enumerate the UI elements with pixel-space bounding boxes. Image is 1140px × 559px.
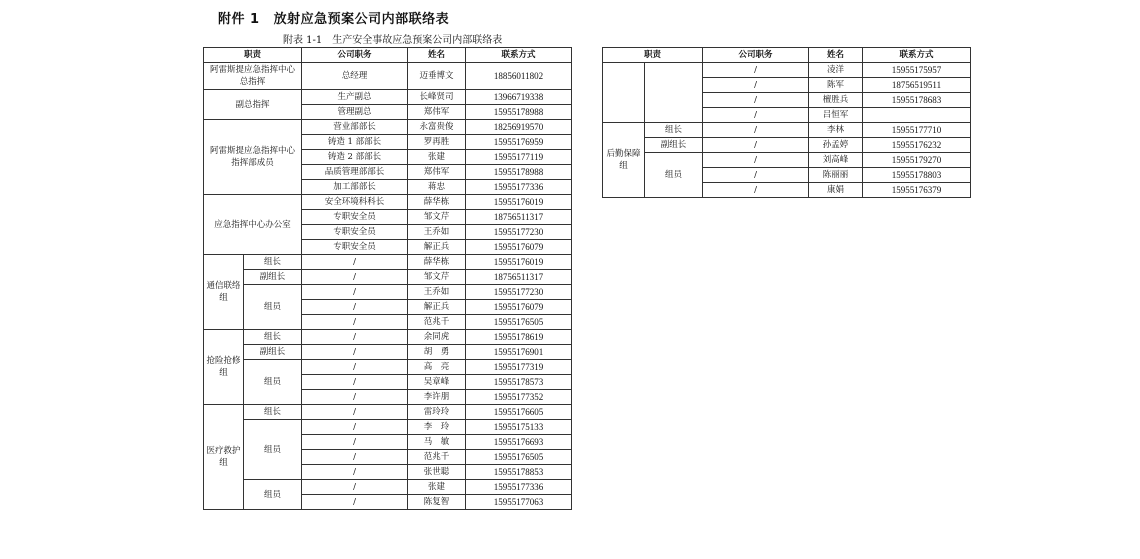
position-cell: / bbox=[302, 390, 408, 405]
position-cell: 铸造 1 部部长 bbox=[302, 135, 408, 150]
phone-cell: 15955178573 bbox=[466, 375, 572, 390]
table-row bbox=[204, 405, 572, 420]
name-cell: 陈丽丽 bbox=[809, 168, 863, 183]
name-cell: 檀胜兵 bbox=[809, 93, 863, 108]
name-cell: 张建 bbox=[408, 480, 466, 495]
table-row bbox=[603, 63, 971, 78]
phone-cell: 15955176019 bbox=[466, 255, 572, 270]
sub-role-cell: 组员 bbox=[244, 285, 302, 330]
sub-role-cell: 组长 bbox=[244, 405, 302, 420]
name-cell: 吕恒军 bbox=[809, 108, 863, 123]
phone-cell: 15955177230 bbox=[466, 285, 572, 300]
position-cell: / bbox=[703, 108, 809, 123]
contact-table-left bbox=[203, 47, 572, 510]
name-cell: 郑伟军 bbox=[408, 165, 466, 180]
name-cell: 高 亮 bbox=[408, 360, 466, 375]
header-name: 姓名 bbox=[809, 48, 863, 63]
document-title bbox=[218, 8, 449, 27]
header-phone: 联系方式 bbox=[863, 48, 971, 63]
position-cell: 总经理 bbox=[302, 63, 408, 90]
position-cell: / bbox=[703, 93, 809, 108]
role-cell: 副总指挥 bbox=[204, 90, 302, 120]
phone-cell: 15955179270 bbox=[863, 153, 971, 168]
sub-role-cell: 组员 bbox=[645, 153, 703, 198]
name-cell: 张建 bbox=[408, 150, 466, 165]
table-row bbox=[603, 138, 971, 153]
phone-cell: 13966719338 bbox=[466, 90, 572, 105]
position-cell: 加工部部长 bbox=[302, 180, 408, 195]
phone-cell: 15955177119 bbox=[466, 150, 572, 165]
phone-cell: 15955178853 bbox=[466, 465, 572, 480]
annex-title: 放射应急预案公司内部联络表 bbox=[273, 12, 450, 27]
name-cell: 余同虎 bbox=[408, 330, 466, 345]
phone-cell: 15955176505 bbox=[466, 315, 572, 330]
group-cell: 后勤保障组 bbox=[603, 123, 645, 198]
header-role: 职责 bbox=[204, 48, 302, 63]
header-position: 公司职务 bbox=[703, 48, 809, 63]
name-cell: 雷玲玲 bbox=[408, 405, 466, 420]
table-row bbox=[204, 420, 572, 435]
sub-role-cell: 组长 bbox=[244, 330, 302, 345]
sub-role-cell: 副组长 bbox=[244, 345, 302, 360]
phone-cell: 15955177319 bbox=[466, 360, 572, 375]
name-cell: 邹文芹 bbox=[408, 210, 466, 225]
position-cell: / bbox=[302, 420, 408, 435]
name-cell: 王乔如 bbox=[408, 285, 466, 300]
position-cell: / bbox=[302, 315, 408, 330]
phone-cell: 15955176901 bbox=[466, 345, 572, 360]
position-cell: 生产副总 bbox=[302, 90, 408, 105]
phone-cell: 15955178683 bbox=[863, 93, 971, 108]
phone-cell: 18756511317 bbox=[466, 210, 572, 225]
name-cell: 孙孟婷 bbox=[809, 138, 863, 153]
table-row bbox=[204, 270, 572, 285]
phone-cell: 15955177710 bbox=[863, 123, 971, 138]
position-cell: / bbox=[703, 183, 809, 198]
phone-cell: 18256919570 bbox=[466, 120, 572, 135]
name-cell: 邹文芹 bbox=[408, 270, 466, 285]
name-cell: 刘高峰 bbox=[809, 153, 863, 168]
table-row bbox=[204, 120, 572, 135]
contact-table-right bbox=[602, 47, 971, 198]
phone-cell: 15955177063 bbox=[466, 495, 572, 510]
position-cell: / bbox=[302, 495, 408, 510]
sub-role-cell: 副组长 bbox=[244, 270, 302, 285]
position-cell: / bbox=[703, 168, 809, 183]
phone-cell: 15955177336 bbox=[466, 480, 572, 495]
table-row bbox=[204, 90, 572, 105]
sub-role-cell: 组员 bbox=[244, 420, 302, 480]
phone-cell: 15955176605 bbox=[466, 405, 572, 420]
role-cell: 应急指挥中心办公室 bbox=[204, 195, 302, 255]
phone-cell: 15955176079 bbox=[466, 300, 572, 315]
position-cell: / bbox=[302, 465, 408, 480]
name-cell: 马 敏 bbox=[408, 435, 466, 450]
table-row bbox=[204, 360, 572, 375]
group-cell: 抢险抢修组 bbox=[204, 330, 244, 405]
position-cell: / bbox=[703, 123, 809, 138]
phone-cell: 15955177336 bbox=[466, 180, 572, 195]
header-row bbox=[603, 48, 971, 63]
group-cell: 通信联络组 bbox=[204, 255, 244, 330]
name-cell: 王乔如 bbox=[408, 225, 466, 240]
position-cell: / bbox=[302, 405, 408, 420]
position-cell: 营业部部长 bbox=[302, 120, 408, 135]
position-cell: 管理副总 bbox=[302, 105, 408, 120]
position-cell: / bbox=[302, 285, 408, 300]
table-row bbox=[204, 480, 572, 495]
position-cell: 品质管理部部长 bbox=[302, 165, 408, 180]
table-row bbox=[204, 63, 572, 90]
position-cell: 铸造 2 部部长 bbox=[302, 150, 408, 165]
name-cell: 郑伟军 bbox=[408, 105, 466, 120]
table-row bbox=[204, 330, 572, 345]
group-cell: 医疗救护组 bbox=[204, 405, 244, 510]
name-cell: 长峰贤司 bbox=[408, 90, 466, 105]
phone-cell: 15955176959 bbox=[466, 135, 572, 150]
position-cell: 专职安全员 bbox=[302, 210, 408, 225]
phone-cell bbox=[863, 108, 971, 123]
header-role: 职责 bbox=[603, 48, 703, 63]
position-cell: / bbox=[703, 138, 809, 153]
position-cell: / bbox=[302, 450, 408, 465]
phone-cell: 15955178803 bbox=[863, 168, 971, 183]
sub-role-cell: 组员 bbox=[244, 360, 302, 405]
sub-role-cell: 组长 bbox=[244, 255, 302, 270]
table-row bbox=[204, 195, 572, 210]
phone-cell: 15955178988 bbox=[466, 105, 572, 120]
name-cell: 李 玲 bbox=[408, 420, 466, 435]
header-position: 公司职务 bbox=[302, 48, 408, 63]
table-caption: 附表 1-1 生产安全事故应急预案公司内部联络表 bbox=[283, 35, 503, 46]
name-cell: 迈垂博文 bbox=[408, 63, 466, 90]
table-row bbox=[603, 123, 971, 138]
header-phone: 联系方式 bbox=[466, 48, 572, 63]
header-name: 姓名 bbox=[408, 48, 466, 63]
name-cell: 吴章峰 bbox=[408, 375, 466, 390]
phone-cell: 15955176379 bbox=[863, 183, 971, 198]
name-cell: 薛华栋 bbox=[408, 195, 466, 210]
position-cell: / bbox=[302, 270, 408, 285]
position-cell: 安全环境科科长 bbox=[302, 195, 408, 210]
name-cell: 范兆千 bbox=[408, 450, 466, 465]
position-cell: / bbox=[302, 435, 408, 450]
position-cell: / bbox=[302, 255, 408, 270]
name-cell: 胡 勇 bbox=[408, 345, 466, 360]
name-cell: 蒋忠 bbox=[408, 180, 466, 195]
phone-cell: 15955176079 bbox=[466, 240, 572, 255]
position-cell: / bbox=[302, 300, 408, 315]
position-cell: / bbox=[302, 480, 408, 495]
position-cell: 专职安全员 bbox=[302, 225, 408, 240]
role-cell: 阿雷斯提应急指挥中心指挥部成员 bbox=[204, 120, 302, 195]
position-cell: / bbox=[302, 330, 408, 345]
position-cell: 专职安全员 bbox=[302, 240, 408, 255]
phone-cell: 15955176505 bbox=[466, 450, 572, 465]
sub-role-cell bbox=[645, 63, 703, 123]
role-cell: 阿雷斯提应急指挥中心总指挥 bbox=[204, 63, 302, 90]
table-row bbox=[204, 255, 572, 270]
position-cell: / bbox=[302, 375, 408, 390]
phone-cell: 15955177352 bbox=[466, 390, 572, 405]
name-cell: 罗再胜 bbox=[408, 135, 466, 150]
name-cell: 解正兵 bbox=[408, 240, 466, 255]
name-cell: 康娟 bbox=[809, 183, 863, 198]
name-cell: 薛华栋 bbox=[408, 255, 466, 270]
group-cell bbox=[603, 63, 645, 123]
phone-cell: 15955176019 bbox=[466, 195, 572, 210]
name-cell: 解正兵 bbox=[408, 300, 466, 315]
phone-cell: 15955176693 bbox=[466, 435, 572, 450]
name-cell: 范兆千 bbox=[408, 315, 466, 330]
sub-role-cell: 组长 bbox=[645, 123, 703, 138]
table-row bbox=[204, 345, 572, 360]
sub-role-cell: 副组长 bbox=[645, 138, 703, 153]
header-row bbox=[204, 48, 572, 63]
phone-cell: 15955177230 bbox=[466, 225, 572, 240]
position-cell: / bbox=[703, 63, 809, 78]
phone-cell: 15955176232 bbox=[863, 138, 971, 153]
annex-number: 附件 1 bbox=[218, 12, 260, 27]
table-row bbox=[204, 285, 572, 300]
name-cell: 李许朋 bbox=[408, 390, 466, 405]
name-cell: 陈军 bbox=[809, 78, 863, 93]
sub-role-cell: 组员 bbox=[244, 480, 302, 510]
name-cell: 凌洋 bbox=[809, 63, 863, 78]
phone-cell: 15955175133 bbox=[466, 420, 572, 435]
position-cell: / bbox=[302, 360, 408, 375]
position-cell: / bbox=[703, 153, 809, 168]
phone-cell: 15955175957 bbox=[863, 63, 971, 78]
name-cell: 永富贵俊 bbox=[408, 120, 466, 135]
phone-cell: 15955178988 bbox=[466, 165, 572, 180]
position-cell: / bbox=[703, 78, 809, 93]
phone-cell: 18756511317 bbox=[466, 270, 572, 285]
name-cell: 陈复智 bbox=[408, 495, 466, 510]
table-row bbox=[603, 153, 971, 168]
phone-cell: 18856011802 bbox=[466, 63, 572, 90]
name-cell: 张世聪 bbox=[408, 465, 466, 480]
position-cell: / bbox=[302, 345, 408, 360]
phone-cell: 15955178619 bbox=[466, 330, 572, 345]
name-cell: 李林 bbox=[809, 123, 863, 138]
phone-cell: 18756519511 bbox=[863, 78, 971, 93]
